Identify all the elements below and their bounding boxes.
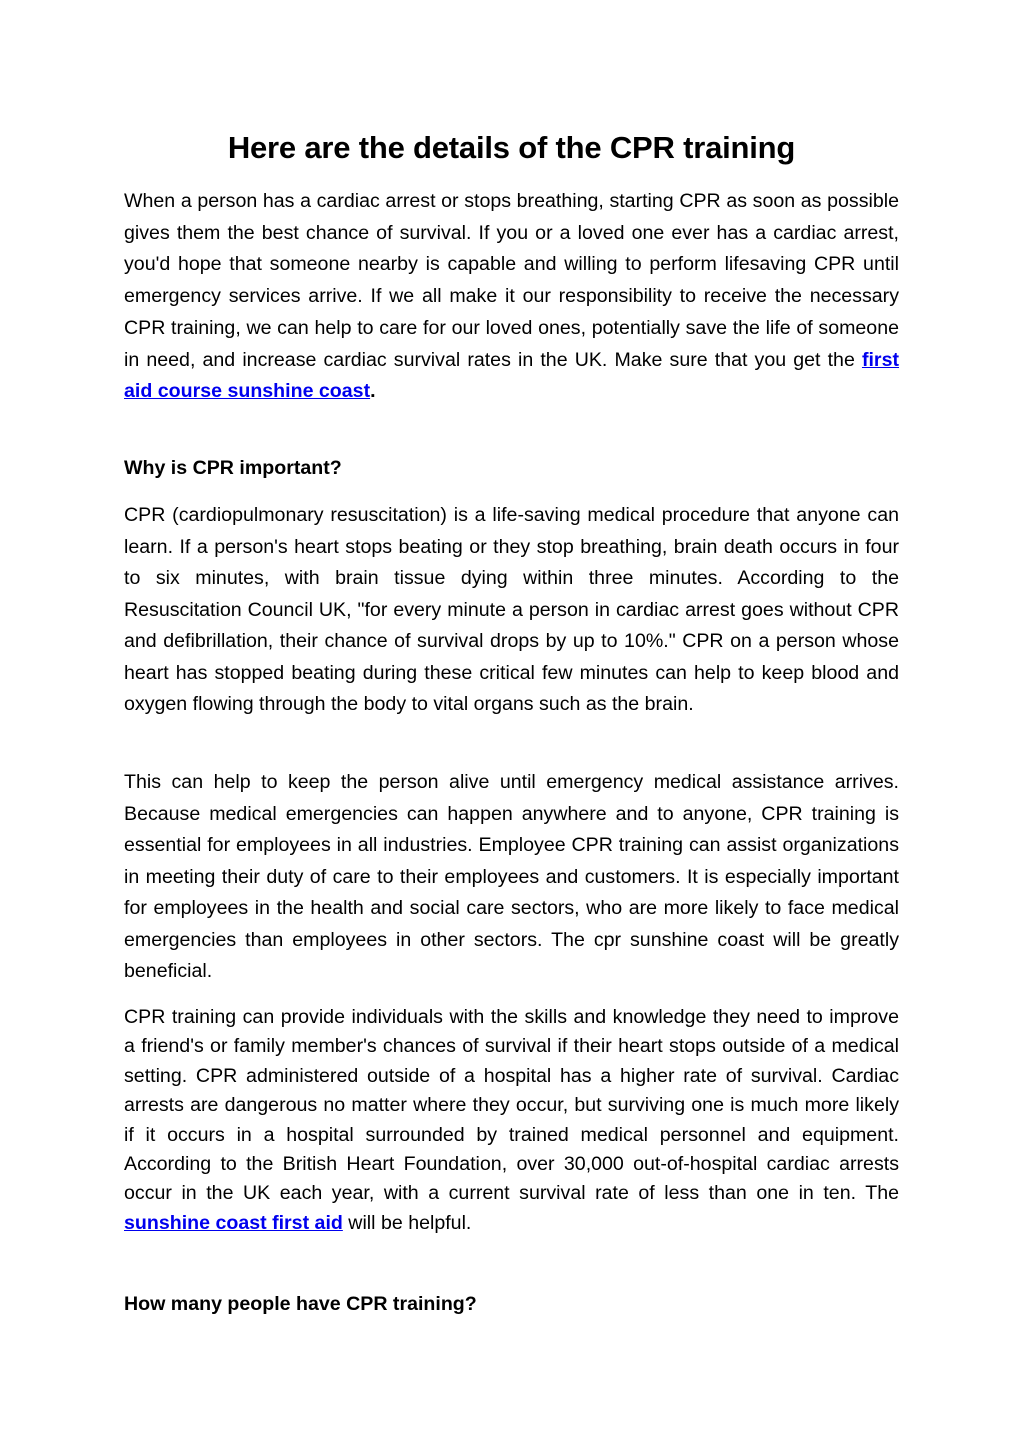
intro-paragraph bbox=[124, 186, 899, 408]
sunshine-coast-first-aid-link[interactable]: sunshine coast first aid bbox=[124, 1211, 343, 1234]
heading-why-cpr-important: Why is CPR important? bbox=[124, 457, 342, 479]
why-paragraph-3 bbox=[124, 1003, 899, 1238]
why-paragraph-3-text: CPR training can provide individuals with the skills and knowledge they need to improve a friend's or family member's chances of survival if their heart stops outside of a medical setting. CPR administered outside of a hospital has a higher rate of survival. Cardiac arrests are dangerous no matter where they occur, but surviving one is much more likely if it occurs in a hospital surrounded by trained medical personnel and equipment. According to the British Heart Foundation, over 30,000 out-of-hospital cardiac arrests occur in the UK each year, with a current survival rate of less than one in ten. The bbox=[124, 1006, 899, 1205]
why-paragraph-1: CPR (cardiopulmonary resuscitation) is a life-saving medical procedure that anyone can learn. If a person's heart stops beating or they stop breathing, brain death occurs in four to six minutes, with brain tissue dying within three minutes. According to the Resuscitation Council UK, "for every minute a person in cardiac arrest goes without CPR and defibrillation, their chance of survival drops by up to 10%." CPR on a person whose heart has stopped beating during these critical few minutes can help to keep blood and oxygen flowing through the body to vital organs such as the brain. bbox=[124, 504, 899, 715]
intro-period: . bbox=[370, 380, 376, 403]
why-paragraph-3-tail: will be helpful. bbox=[342, 1211, 472, 1234]
intro-text: When a person has a cardiac arrest or stops breathing, starting CPR as soon as possible gives them the best chance of survival. If you or a loved one ever has a cardiac arrest, you'd hope that someone nearby is capable and willing to perform lifesaving CPR until emergency services arrive. If we all make it our responsibility to receive the necessary CPR training, we can help to care for our loved ones, potentially save the life of someone in need, and increase cardiac survival rates in the UK. Make sure that you get the bbox=[124, 190, 899, 371]
first-aid-course-link[interactable]: first aid course sunshine coast bbox=[124, 348, 899, 403]
heading-how-many-trained: How many people have CPR training? bbox=[124, 1293, 477, 1315]
why-paragraph-2: This can help to keep the person alive until emergency medical assistance arrives. Because medical emergencies can happen anywhere and to anyone, CPR training is essential for employees in all industries. Employee CPR training can assist organizations in meeting their duty of care to their employees and customers. It is especially important for employees in the health and social care sectors, who are more likely to face medical emergencies than employees in other sectors. The cpr sunshine coast will be greatly beneficial. bbox=[124, 771, 899, 982]
page-title: Here are the details of the CPR training bbox=[227, 130, 796, 165]
